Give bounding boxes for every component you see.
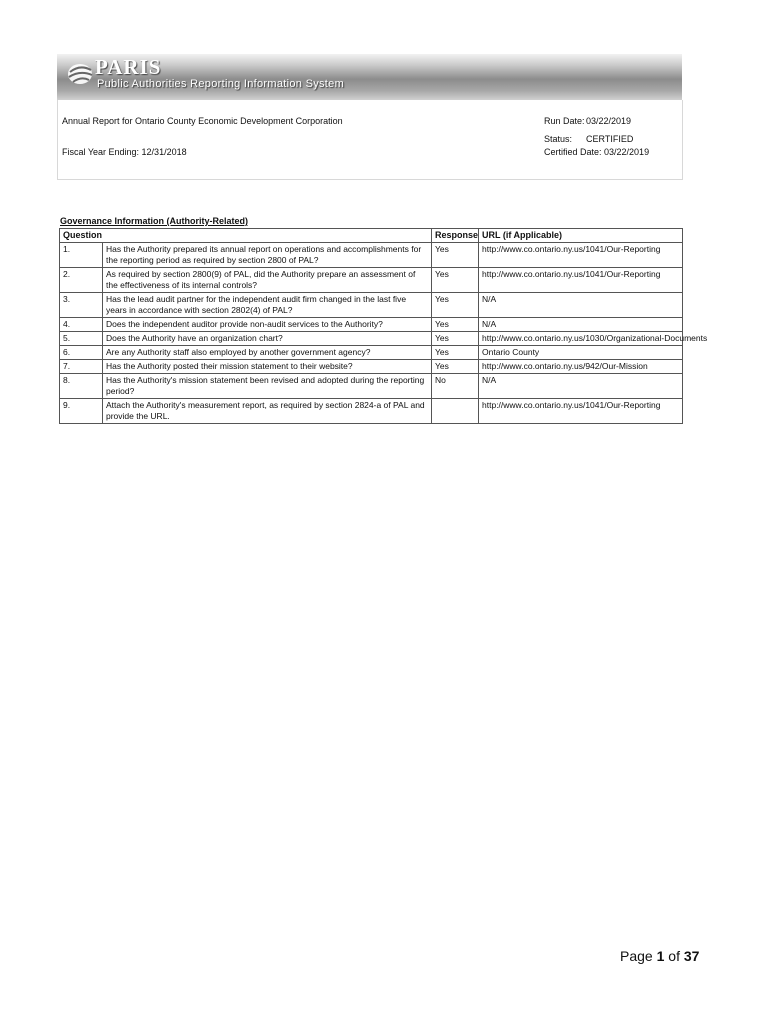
question-text-cell: Are any Authority staff also employed by another government agency?: [103, 346, 432, 360]
response-cell: Yes: [432, 293, 479, 318]
question-number-cell: 7.: [60, 360, 103, 374]
table-row: [60, 360, 683, 374]
question-number-cell: 2.: [60, 268, 103, 293]
status-value: CERTIFIED: [586, 134, 634, 144]
question-text-cell: As required by section 2800(9) of PAL, did the Authority prepare an assessment of the effectiveness of its internal controls?: [103, 268, 432, 293]
table-row: [60, 346, 683, 360]
banner-subtitle: Public Authorities Reporting Information System: [97, 78, 345, 90]
paris-globe-logo-icon: [65, 58, 95, 88]
question-text-cell: Does the Authority have an organization chart?: [103, 332, 432, 346]
paris-banner: [57, 54, 682, 100]
url-cell: Ontario County: [479, 346, 683, 360]
url-cell[interactable]: http://www.co.ontario.ny.us/1041/Our-Reporting: [479, 243, 683, 268]
question-number-cell: 1.: [60, 243, 103, 268]
table-row: [60, 332, 683, 346]
question-number-cell: 5.: [60, 332, 103, 346]
governance-table: [59, 228, 708, 424]
table-row: [60, 318, 683, 332]
url-column-header: URL (if Applicable): [479, 229, 683, 243]
url-cell: N/A: [479, 293, 683, 318]
question-text-cell: Does the independent auditor provide non-audit services to the Authority?: [103, 318, 432, 332]
url-cell[interactable]: http://www.co.ontario.ny.us/942/Our-Mission: [479, 360, 683, 374]
page-of: of: [668, 948, 680, 964]
status-label: Status:: [544, 134, 573, 144]
response-cell: Yes: [432, 332, 479, 346]
question-text-cell: Has the lead audit partner for the independent audit firm changed in the last five years in accordance with section 2802(4) of PAL?: [103, 293, 432, 318]
question-text-cell: Has the Authority prepared its annual report on operations and accomplishments for the reporting period as required by section 2800 of PAL?: [103, 243, 432, 268]
response-cell: Yes: [432, 268, 479, 293]
question-number-cell: 3.: [60, 293, 103, 318]
response-cell: [432, 399, 479, 424]
response-cell: Yes: [432, 360, 479, 374]
table-row: [60, 374, 683, 399]
page-total: 37: [683, 948, 700, 964]
url-cell: N/A: [479, 318, 683, 332]
governance-table-body: [60, 243, 708, 424]
section-title: Governance Information (Authority-Related): [60, 216, 249, 226]
question-number-cell: 6.: [60, 346, 103, 360]
report-title: Annual Report for Ontario County Economic Development Corporation: [62, 116, 343, 126]
table-row: [60, 293, 683, 318]
question-number-cell: 4.: [60, 318, 103, 332]
response-cell: Yes: [432, 346, 479, 360]
page-word: Page: [620, 948, 653, 964]
url-cell[interactable]: http://www.co.ontario.ny.us/1030/Organizational-Documents: [479, 332, 683, 346]
question-text-cell: Attach the Authority's measurement report, as required by section 2824-a of PAL and provide the URL.: [103, 399, 432, 424]
banner-title: PARIS: [95, 55, 162, 79]
run-date-label: Run Date:: [544, 116, 585, 126]
question-text-cell: Has the Authority posted their mission statement to their website?: [103, 360, 432, 374]
question-column-header: Question: [60, 229, 432, 243]
certified-date: Certified Date: 03/22/2019: [544, 147, 650, 157]
table-row: [60, 243, 683, 268]
page-current: 1: [656, 948, 665, 964]
run-date-value: 03/22/2019: [586, 116, 632, 126]
table-row: [60, 399, 683, 424]
url-cell: N/A: [479, 374, 683, 399]
fiscal-year-ending: Fiscal Year Ending: 12/31/2018: [62, 147, 187, 157]
question-text-cell: Has the Authority's mission statement been revised and adopted during the reporting period?: [103, 374, 432, 399]
response-cell: No: [432, 374, 479, 399]
table-header-row: [60, 229, 683, 243]
url-cell[interactable]: http://www.co.ontario.ny.us/1041/Our-Reporting: [479, 399, 683, 424]
question-number-cell: 9.: [60, 399, 103, 424]
response-cell: Yes: [432, 243, 479, 268]
url-cell[interactable]: http://www.co.ontario.ny.us/1041/Our-Reporting: [479, 268, 683, 293]
page-number: [620, 948, 699, 964]
response-cell: Yes: [432, 318, 479, 332]
table-row: [60, 268, 683, 293]
response-column-header: Response: [432, 229, 479, 243]
question-number-cell: 8.: [60, 374, 103, 399]
